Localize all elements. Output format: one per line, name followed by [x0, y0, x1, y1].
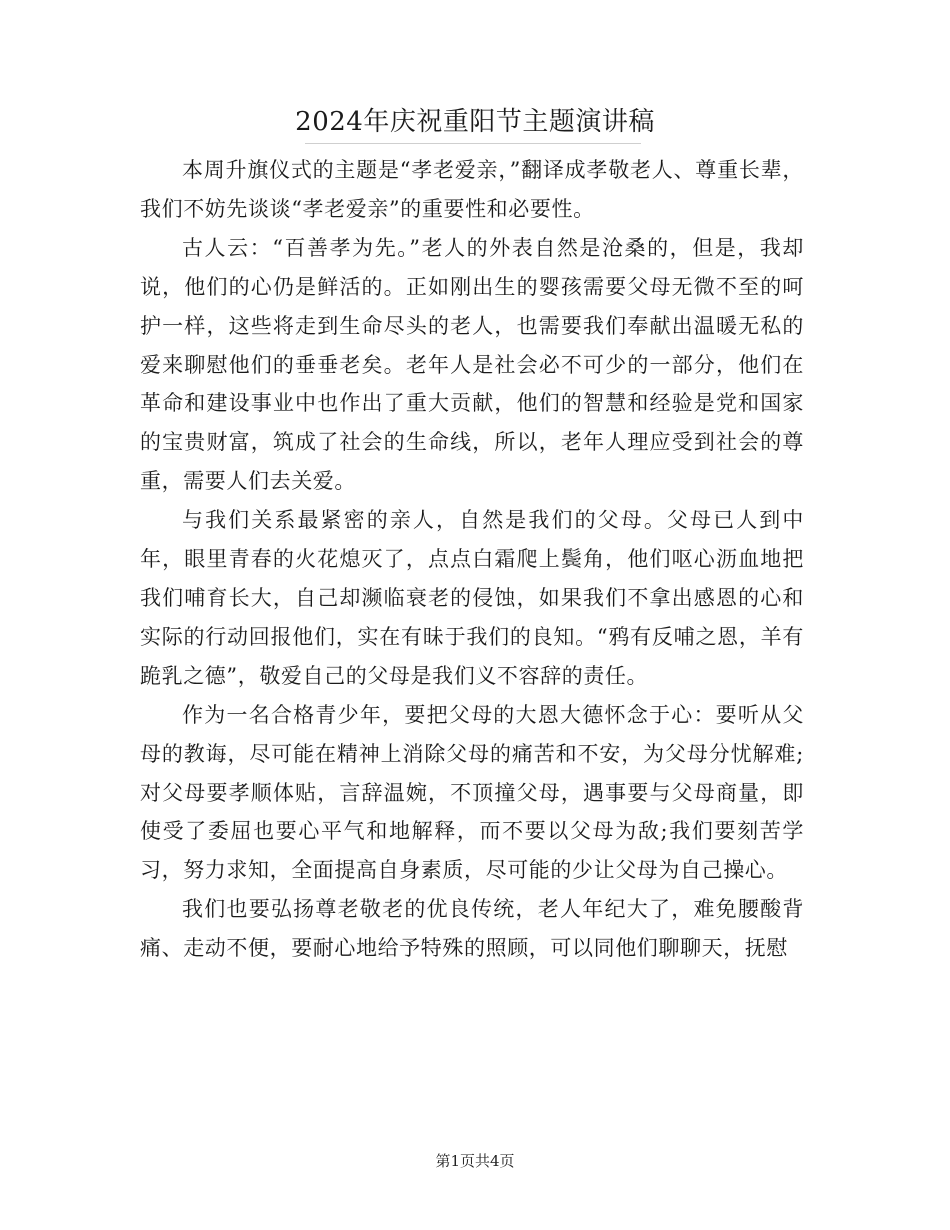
paragraph-4: 作为一名合格青少年，要把父母的大恩大德怀念于心：要听从父母的教诲，尽可能在精神上消除父母的痛苦和不安，为父母分忧解难;对父母要孝顺体贴，言辞温婉，不顶撞父母，遇事要与父母商量，即使受了委屈也要心平气和地解释，而不要以父母为敌;我们要刻苦学习，努力求知，全面提高自身素质，尽可能的少让父母为自己操心。: [140, 702, 804, 883]
page-footer: [0, 1150, 950, 1172]
page-number: 第1页共4页: [435, 1152, 515, 1170]
header-divider: [305, 143, 641, 144]
document-body: [140, 151, 804, 968]
paragraph-5: 我们也要弘扬尊老敬老的优良传统，老人年纪大了，难免腰酸背痛、走动不便，要耐心地给予特殊的照顾，可以同他们聊聊天，抚慰: [140, 897, 804, 961]
document-title: 2024年庆祝重阳节主题演讲稿: [295, 107, 655, 137]
paragraph-2: 古人云：“百善孝为先。”老人的外表自然是沧桑的，但是，我却说，他们的心仍是鲜活的。正如刚出生的婴孩需要父母无微不至的呵护一样，这些将走到生命尽头的老人，也需要我们奉献出温暖无私的爱来聊慰他们的垂垂老矣。老年人是社会必不可少的一部分，他们在革命和建设事业中也作出了重大贡献，他们的智慧和经验是党和国家的宝贵财富，筑成了社会的生命线，所以，老年人理应受到社会的尊重，需要人们去关爱。: [140, 235, 804, 494]
paragraph-1: 本周升旗仪式的主题是“孝老爱亲，”翻译成孝敬老人、尊重长辈，我们不妨先谈谈“孝老爱亲”的重要性和必要性。: [140, 158, 804, 221]
paragraph-3: 与我们关系最紧密的亲人，自然是我们的父母。父母已人到中年，眼里青春的火花熄灭了，点点白霜爬上鬓角，他们呕心沥血地把我们哺育长大，自己却濒临衰老的侵蚀，如果我们不拿出感恩的心和实际的行动回报他们，实在有昧于我们的良知。“鸦有反哺之恩，羊有跪乳之德”，敬爱自己的父母是我们义不容辞的责任。: [140, 508, 804, 688]
